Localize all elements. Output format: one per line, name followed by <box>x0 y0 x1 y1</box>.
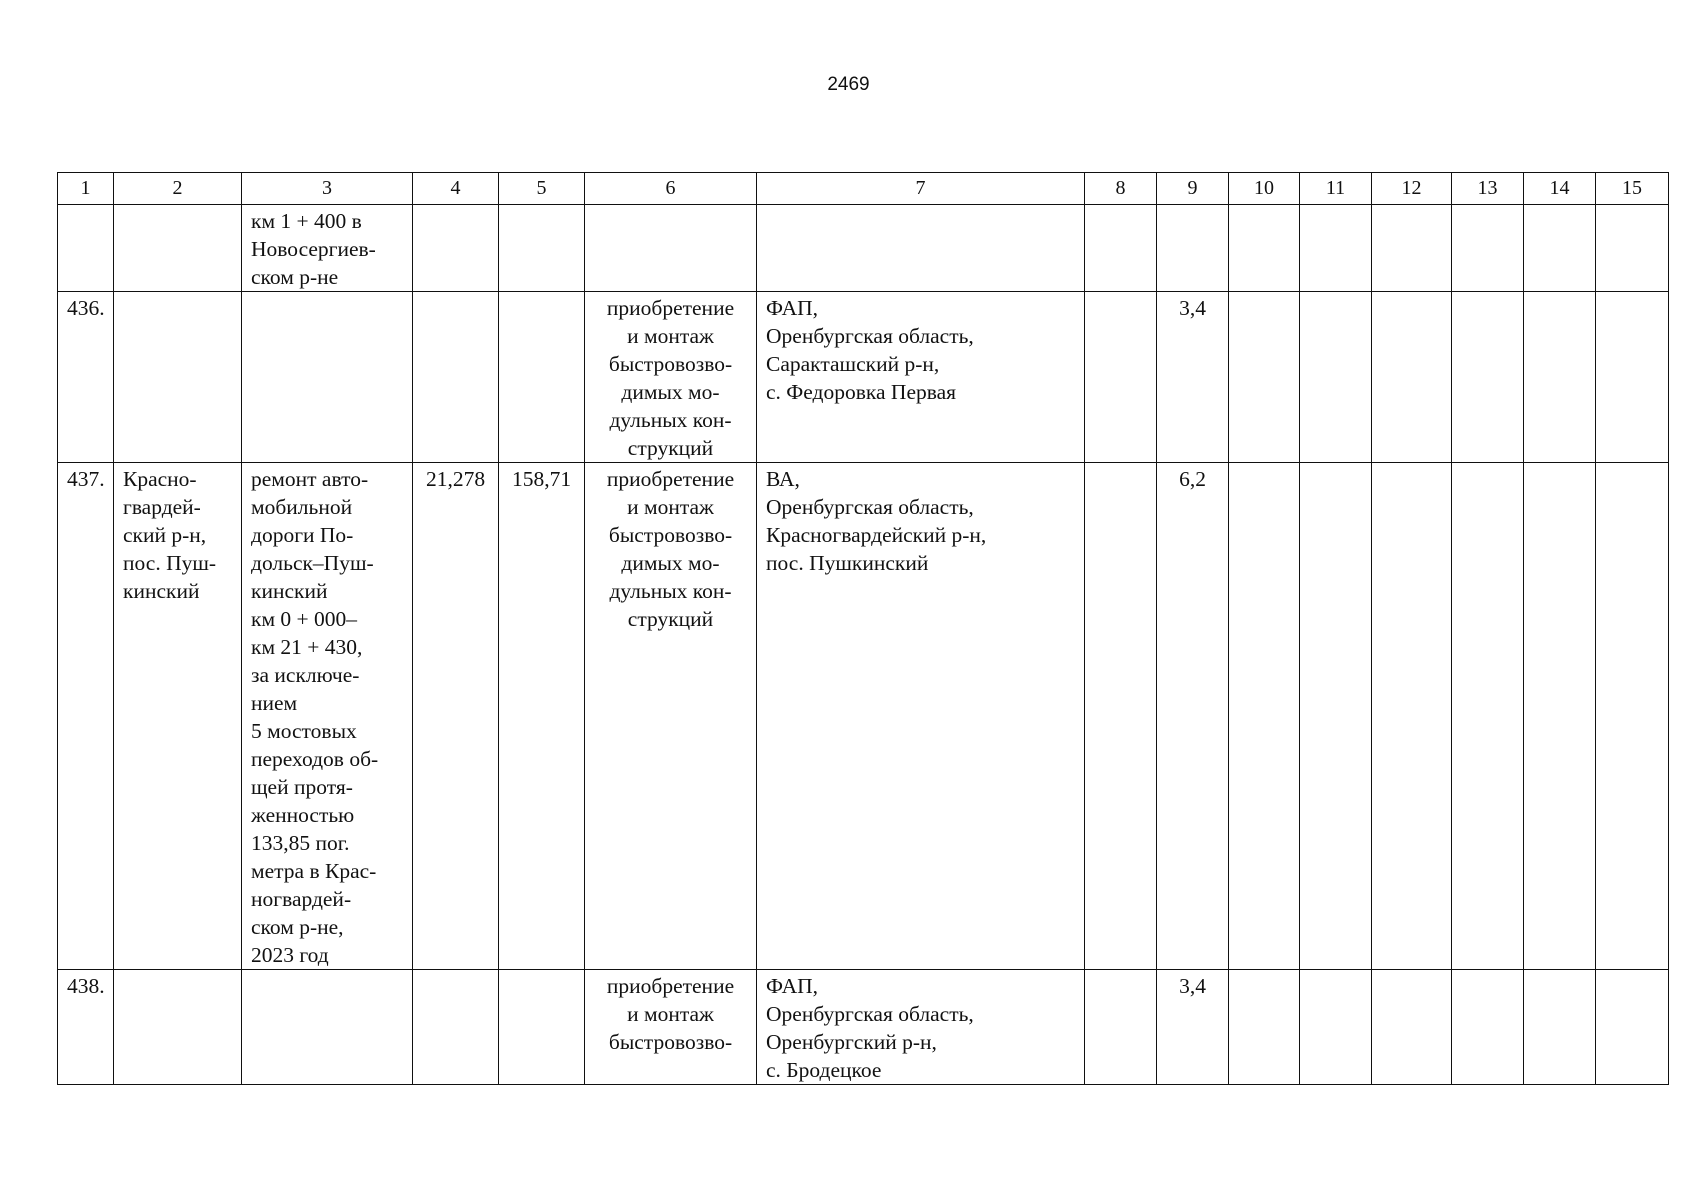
column-10-cell <box>1229 292 1300 463</box>
row-number <box>58 205 114 292</box>
region-cell <box>114 205 242 292</box>
column-header-12: 12 <box>1372 173 1452 205</box>
column-12-cell <box>1372 205 1452 292</box>
length-cell: 21,278 <box>413 463 499 970</box>
column-13-cell <box>1452 463 1524 970</box>
column-14-cell <box>1524 463 1596 970</box>
column-header-1: 1 <box>58 173 114 205</box>
activity-cell: приобретение и монтаж быстровозво- <box>585 970 757 1085</box>
table-row <box>58 205 1669 292</box>
column-header-7: 7 <box>757 173 1085 205</box>
facility-cell <box>757 205 1085 292</box>
column-header-10: 10 <box>1229 173 1300 205</box>
column-12-cell <box>1372 463 1452 970</box>
object-cell <box>242 970 413 1085</box>
facility-cell: ФАП, Оренбургская область, Саракташский р-н, с. Федоровка Первая <box>757 292 1085 463</box>
column-14-cell <box>1524 205 1596 292</box>
column-9-cell: 6,2 <box>1157 463 1229 970</box>
length-cell <box>413 205 499 292</box>
region-cell <box>114 292 242 463</box>
column-header-4: 4 <box>413 173 499 205</box>
column-header-5: 5 <box>499 173 585 205</box>
object-cell <box>242 292 413 463</box>
column-header-11: 11 <box>1300 173 1372 205</box>
region-cell <box>114 970 242 1085</box>
column-10-cell <box>1229 205 1300 292</box>
column-13-cell <box>1452 292 1524 463</box>
column-10-cell <box>1229 970 1300 1085</box>
column-13-cell <box>1452 205 1524 292</box>
cost-cell: 158,71 <box>499 463 585 970</box>
length-cell <box>413 292 499 463</box>
activity-cell <box>585 205 757 292</box>
column-8-cell <box>1085 970 1157 1085</box>
cost-cell <box>499 292 585 463</box>
column-header-15: 15 <box>1596 173 1669 205</box>
facility-cell: ФАП, Оренбургская область, Оренбургский р-н, с. Бродецкое <box>757 970 1085 1085</box>
row-number: 438. <box>58 970 114 1085</box>
region-cell: Красно- гвардей- ский р-н, пос. Пуш- кинский <box>114 463 242 970</box>
length-cell <box>413 970 499 1085</box>
column-15-cell <box>1596 292 1669 463</box>
column-9-cell <box>1157 205 1229 292</box>
column-15-cell <box>1596 205 1669 292</box>
data-table <box>57 172 1669 1085</box>
header-row <box>58 173 1669 205</box>
column-10-cell <box>1229 463 1300 970</box>
column-14-cell <box>1524 292 1596 463</box>
column-11-cell <box>1300 463 1372 970</box>
activity-cell: приобретение и монтаж быстровозво- димых мо- дульных кон- струкций <box>585 292 757 463</box>
facility-cell: ВА, Оренбургская область, Красногвардейский р-н, пос. Пушкинский <box>757 463 1085 970</box>
column-11-cell <box>1300 292 1372 463</box>
column-14-cell <box>1524 970 1596 1085</box>
column-15-cell <box>1596 970 1669 1085</box>
column-9-cell: 3,4 <box>1157 292 1229 463</box>
column-12-cell <box>1372 292 1452 463</box>
row-number: 437. <box>58 463 114 970</box>
activity-cell: приобретение и монтаж быстровозво- димых мо- дульных кон- струкций <box>585 463 757 970</box>
object-cell: км 1 + 400 в Новосергиев- ском р-не <box>242 205 413 292</box>
column-11-cell <box>1300 205 1372 292</box>
column-12-cell <box>1372 970 1452 1085</box>
row-number: 436. <box>58 292 114 463</box>
column-header-13: 13 <box>1452 173 1524 205</box>
cost-cell <box>499 970 585 1085</box>
column-15-cell <box>1596 463 1669 970</box>
table-row <box>58 970 1669 1085</box>
cost-cell <box>499 205 585 292</box>
column-header-9: 9 <box>1157 173 1229 205</box>
column-8-cell <box>1085 205 1157 292</box>
object-cell: ремонт авто- мобильной дороги По- дольск–Пуш- кинский км 0 + 000– км 21 + 430, за исключе- нием 5 мостовых переходов об- щей протя- женностью 133,85 пог. метра в Крас- ногвардей- ском р-не, 2023 год <box>242 463 413 970</box>
table-row <box>58 463 1669 970</box>
column-header-8: 8 <box>1085 173 1157 205</box>
column-header-3: 3 <box>242 173 413 205</box>
column-9-cell: 3,4 <box>1157 970 1229 1085</box>
column-header-2: 2 <box>114 173 242 205</box>
column-8-cell <box>1085 463 1157 970</box>
column-13-cell <box>1452 970 1524 1085</box>
page-number: 2469 <box>827 74 870 95</box>
column-header-14: 14 <box>1524 173 1596 205</box>
table-row <box>58 292 1669 463</box>
column-header-6: 6 <box>585 173 757 205</box>
column-8-cell <box>1085 292 1157 463</box>
column-11-cell <box>1300 970 1372 1085</box>
